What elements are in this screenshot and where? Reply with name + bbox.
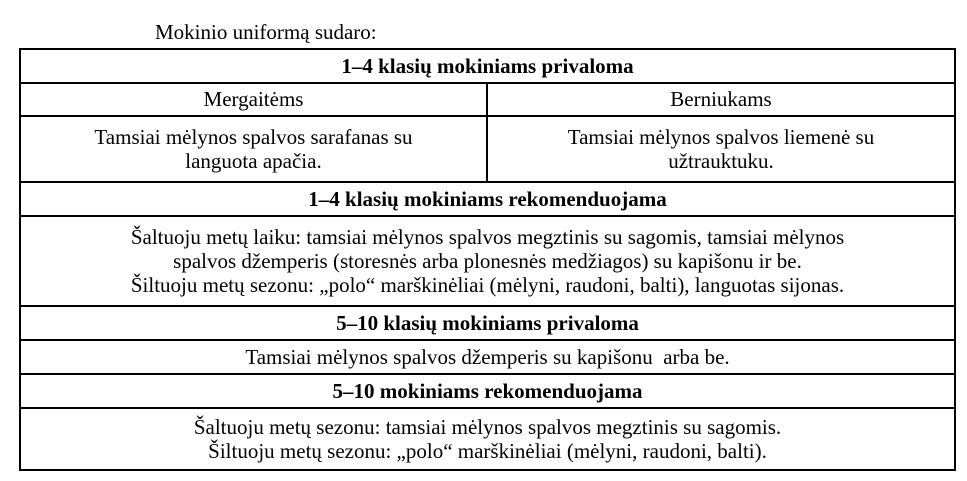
- recommended-5-10-line: Šaltuoju metų sezonu: tamsiai mėlynos spalvos megztinis su sagomis.: [193, 415, 782, 440]
- table-row: [20, 49, 955, 83]
- intro-text: Mokinio uniformą sudaro:: [155, 20, 377, 44]
- recommended-1-4-cell: [20, 216, 955, 307]
- uniform-table: [19, 48, 956, 471]
- girls-uniform-line: Tamsiai mėlynos spalvos sarafanas su: [94, 124, 413, 149]
- section-header-grades-1-4-mandatory: 1–4 klasių mokiniams privaloma: [20, 49, 955, 83]
- table-row: [20, 408, 955, 470]
- table-row: [20, 83, 955, 115]
- table-row: [20, 216, 955, 307]
- girls-uniform-cell: [20, 116, 487, 183]
- girls-uniform-line: languota apačia.: [185, 148, 322, 173]
- table-row: [20, 340, 955, 374]
- recommended-1-4-line: spalvos džemperis (storesnės arba plonesnės medžiagos) su kapišonu ir be.: [173, 248, 802, 273]
- recommended-1-4-line: Šaltuoju metų laiku: tamsiai mėlynos spalvos megztinis su sagomis, tamsiai mėlynos: [130, 224, 845, 249]
- boys-uniform-line: užtrauktuku.: [668, 148, 774, 173]
- table-row: [20, 182, 955, 215]
- boys-uniform-cell: [487, 116, 955, 183]
- table-row: [20, 374, 955, 408]
- table-row: [20, 306, 955, 339]
- table-row: [20, 116, 955, 183]
- boys-column-label: Berniukams: [487, 83, 955, 115]
- section-header-grades-5-10-mandatory: 5–10 klasių mokiniams privaloma: [20, 306, 955, 339]
- recommended-5-10-cell: [20, 408, 955, 470]
- recommended-5-10-line: Šiltuoju metų sezonu: „polo“ marškinėliai (mėlyni, raudoni, balti).: [208, 439, 767, 464]
- section-header-grades-1-4-recommended: 1–4 klasių mokiniams rekomenduojama: [20, 182, 955, 215]
- boys-uniform-line: Tamsiai mėlynos spalvos liemenė su: [567, 124, 875, 149]
- recommended-1-4-line: Šiltuoju metų sezonu: „polo“ marškinėliai (mėlyni, raudoni, balti), languotas sijonas.: [130, 272, 845, 297]
- section-header-grades-5-10-recommended: 5–10 mokiniams rekomenduojama: [20, 374, 955, 408]
- mandatory-5-10-cell: [20, 340, 955, 374]
- mandatory-5-10-line: Tamsiai mėlynos spalvos džemperis su kapišonu arba be.: [245, 344, 730, 369]
- girls-column-label: Mergaitėms: [20, 83, 487, 115]
